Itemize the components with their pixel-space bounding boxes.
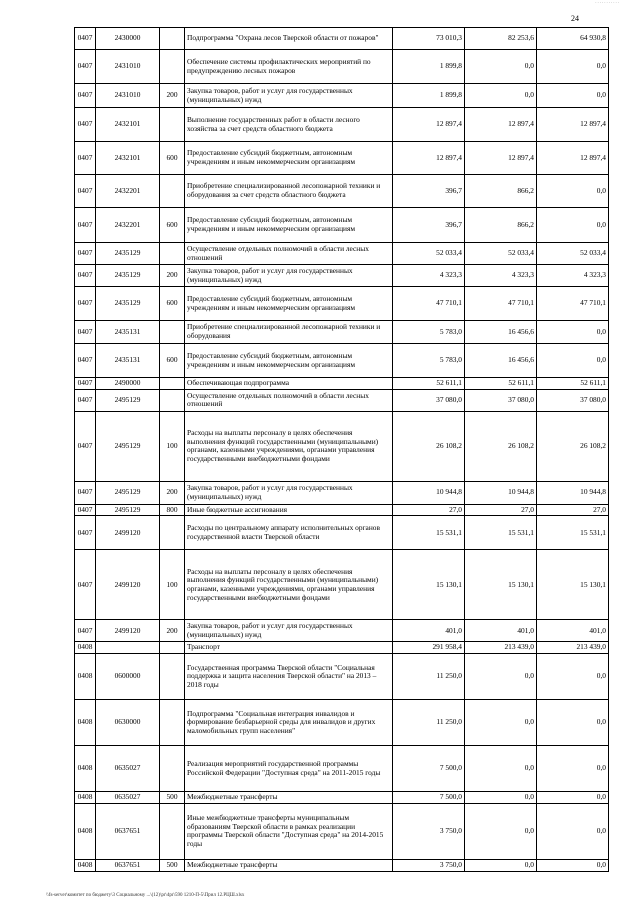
value-2014-cell: 396,7 [393, 175, 465, 208]
value-2016-cell: 4 323,3 [537, 265, 609, 287]
value-2016-cell: 0,0 [537, 175, 609, 208]
value-2016-cell: 0,0 [537, 84, 609, 108]
value-2014-cell: 52 033,4 [393, 243, 465, 265]
table-row [75, 287, 609, 321]
value-2014-cell: 7 500,0 [393, 746, 465, 792]
article-code-cell: 0600000 [96, 654, 160, 700]
item-name-cell: Государственная программа Тверской области "Социальная поддержка и защита населения Тверской области" на 2013 – 2018 годы [185, 654, 393, 700]
table-row [75, 859, 609, 871]
value-2016-cell: 0,0 [537, 792, 609, 804]
article-code-cell: 2499120 [96, 550, 160, 620]
item-name-cell: Расходы на выплаты персоналу в целях обеспечения выполнения функций государственными (муниципальными) органами, казенными учреждениями, органами управления государственными внебюджетными фондами [185, 550, 393, 620]
value-2015-cell: 0,0 [465, 84, 537, 108]
expense-type-cell: 100 [160, 550, 185, 620]
value-2016-cell: 0,0 [537, 654, 609, 700]
value-2015-cell: 16 456,6 [465, 344, 537, 378]
expense-type-cell [160, 700, 185, 746]
table-row [75, 504, 609, 516]
section-code-cell: 0407 [75, 84, 96, 108]
expense-type-cell [160, 654, 185, 700]
value-2014-cell: 401,0 [393, 620, 465, 642]
section-code-cell: 0407 [75, 208, 96, 243]
item-name-cell: Предоставление субсидий бюджетным, автономным учреждениям и иным некоммерческим организациям [185, 287, 393, 321]
value-2014-cell: 52 611,1 [393, 378, 465, 390]
article-code-cell: 2432101 [96, 108, 160, 142]
section-code-cell: 0407 [75, 481, 96, 504]
section-code-cell: 0407 [75, 243, 96, 265]
value-2014-cell: 4 323,3 [393, 265, 465, 287]
table-row [75, 516, 609, 550]
value-2014-cell: 15 531,1 [393, 516, 465, 550]
section-code-cell: 0407 [75, 516, 96, 550]
item-name-cell: Обеспечение системы профилактических мероприятий по предупреждению лесных пожаров [185, 50, 393, 84]
value-2016-cell: 47 710,1 [537, 287, 609, 321]
value-2015-cell: 47 710,1 [465, 287, 537, 321]
page-number: 24 [571, 14, 579, 23]
value-2016-cell: 0,0 [537, 859, 609, 871]
table-row [75, 481, 609, 504]
article-code-cell: 0637651 [96, 803, 160, 859]
value-2015-cell: 82 253,6 [465, 28, 537, 50]
section-code-cell: 0407 [75, 321, 96, 344]
value-2014-cell: 3 750,0 [393, 803, 465, 859]
item-name-cell: Осуществление отдельных полномочий в области лесных отношений [185, 243, 393, 265]
expense-type-cell: 500 [160, 859, 185, 871]
table-row [75, 654, 609, 700]
article-code-cell: 2431010 [96, 50, 160, 84]
section-code-cell: 0407 [75, 389, 96, 411]
table-row [75, 50, 609, 84]
value-2015-cell: 15 130,1 [465, 550, 537, 620]
table-row [75, 550, 609, 620]
table-row [75, 28, 609, 50]
expense-type-cell: 200 [160, 84, 185, 108]
table-row [75, 265, 609, 287]
section-code-cell: 0407 [75, 108, 96, 142]
section-code-cell: 0408 [75, 792, 96, 804]
section-code-cell: 0408 [75, 746, 96, 792]
value-2015-cell: 401,0 [465, 620, 537, 642]
header-mark: ........... [595, 0, 620, 5]
budget-table [74, 27, 609, 872]
table-row [75, 620, 609, 642]
value-2014-cell: 26 108,2 [393, 411, 465, 481]
article-code-cell: 2435129 [96, 287, 160, 321]
article-code-cell: 2435131 [96, 321, 160, 344]
value-2016-cell: 12 897,4 [537, 108, 609, 142]
table-row [75, 321, 609, 344]
article-code-cell: 0637651 [96, 859, 160, 871]
article-code-cell: 2499120 [96, 516, 160, 550]
expense-type-cell [160, 175, 185, 208]
value-2015-cell: 0,0 [465, 654, 537, 700]
item-name-cell: Предоставление субсидий бюджетным, автономным учреждениям и иным некоммерческим организациям [185, 142, 393, 175]
expense-type-cell [160, 321, 185, 344]
article-code-cell: 2431010 [96, 84, 160, 108]
expense-type-cell [160, 746, 185, 792]
expense-type-cell: 600 [160, 344, 185, 378]
expense-type-cell [160, 803, 185, 859]
article-code-cell: 2495129 [96, 504, 160, 516]
value-2014-cell: 12 897,4 [393, 108, 465, 142]
expense-type-cell: 200 [160, 481, 185, 504]
value-2016-cell: 52 611,1 [537, 378, 609, 390]
article-code-cell: 2490000 [96, 378, 160, 390]
value-2015-cell: 16 456,6 [465, 321, 537, 344]
value-2014-cell: 1 899,8 [393, 50, 465, 84]
table-row [75, 792, 609, 804]
value-2014-cell: 47 710,1 [393, 287, 465, 321]
item-name-cell: Реализация мероприятий государственной программы Российской Федерации "Доступная среда" на 2011-2015 годы [185, 746, 393, 792]
value-2015-cell: 866,2 [465, 175, 537, 208]
expense-type-cell [160, 28, 185, 50]
value-2015-cell: 0,0 [465, 50, 537, 84]
item-name-cell: Приобретение специализированной лесопожарной техники и оборудования [185, 321, 393, 344]
value-2014-cell: 396,7 [393, 208, 465, 243]
section-code-cell: 0407 [75, 411, 96, 481]
table-row [75, 108, 609, 142]
item-name-cell: Иные бюджетные ассигнования [185, 504, 393, 516]
value-2016-cell: 0,0 [537, 746, 609, 792]
value-2014-cell: 37 080,0 [393, 389, 465, 411]
item-name-cell: Закупка товаров, работ и услуг для государственных (муниципальных) нужд [185, 265, 393, 287]
value-2014-cell: 11 250,0 [393, 700, 465, 746]
expense-type-cell [160, 642, 185, 654]
article-code-cell [96, 642, 160, 654]
article-code-cell: 2495129 [96, 389, 160, 411]
expense-type-cell: 200 [160, 620, 185, 642]
value-2015-cell: 0,0 [465, 746, 537, 792]
expense-type-cell: 100 [160, 411, 185, 481]
table-row [75, 142, 609, 175]
expense-type-cell [160, 378, 185, 390]
table-row [75, 378, 609, 390]
value-2014-cell: 1 899,8 [393, 84, 465, 108]
table-row [75, 175, 609, 208]
item-name-cell: Осуществление отдельных полномочий в области лесных отношений [185, 389, 393, 411]
value-2016-cell: 0,0 [537, 700, 609, 746]
table-row [75, 746, 609, 792]
value-2016-cell: 52 033,4 [537, 243, 609, 265]
item-name-cell: Подпрограмма "Социальная интеграция инвалидов и формирование безбарьерной среды для инвалидов и других маломобильных групп населения" [185, 700, 393, 746]
value-2016-cell: 0,0 [537, 321, 609, 344]
expense-type-cell [160, 389, 185, 411]
expense-type-cell [160, 243, 185, 265]
value-2016-cell: 0,0 [537, 208, 609, 243]
item-name-cell: Расходы на выплаты персоналу в целях обеспечения выполнения функций государственными (муниципальными) органами, казенными учреждениями, органами управления государственными внебюджетными фондами [185, 411, 393, 481]
item-name-cell: Межбюджетные трансферты [185, 792, 393, 804]
article-code-cell: 0635027 [96, 746, 160, 792]
item-name-cell: Закупка товаров, работ и услуг для государственных (муниципальных) нужд [185, 620, 393, 642]
table-row [75, 700, 609, 746]
section-code-cell: 0407 [75, 265, 96, 287]
section-code-cell: 0408 [75, 859, 96, 871]
section-code-cell: 0407 [75, 142, 96, 175]
value-2015-cell: 26 108,2 [465, 411, 537, 481]
article-code-cell: 2499120 [96, 620, 160, 642]
file-path-footer: \\fs-server\комитет по бюджету\3 Социальному ...\(12)\pr\4pr\590 1210-П-5\Прил 12.РЦШ.xlsx [46, 893, 245, 898]
value-2015-cell: 0,0 [465, 803, 537, 859]
section-code-cell: 0407 [75, 620, 96, 642]
expense-type-cell: 600 [160, 287, 185, 321]
value-2016-cell: 27,0 [537, 504, 609, 516]
value-2014-cell: 5 783,0 [393, 344, 465, 378]
value-2015-cell: 27,0 [465, 504, 537, 516]
value-2015-cell: 52 611,1 [465, 378, 537, 390]
section-code-cell: 0408 [75, 700, 96, 746]
article-code-cell: 2432101 [96, 142, 160, 175]
value-2015-cell: 12 897,4 [465, 108, 537, 142]
section-code-cell: 0407 [75, 378, 96, 390]
value-2014-cell: 27,0 [393, 504, 465, 516]
value-2015-cell: 213 439,0 [465, 642, 537, 654]
item-name-cell: Иные межбюджетные трансферты муниципальным образованиям Тверской области в рамках реализации программы Тверской области "Доступная среда" на 2014-2015 годы [185, 803, 393, 859]
item-name-cell: Транспорт [185, 642, 393, 654]
value-2016-cell: 0,0 [537, 803, 609, 859]
section-code-cell: 0407 [75, 175, 96, 208]
table-row [75, 411, 609, 481]
article-code-cell: 0635027 [96, 792, 160, 804]
value-2015-cell: 0,0 [465, 859, 537, 871]
value-2015-cell: 0,0 [465, 792, 537, 804]
value-2015-cell: 4 323,3 [465, 265, 537, 287]
table-row [75, 208, 609, 243]
value-2014-cell: 11 250,0 [393, 654, 465, 700]
article-code-cell: 2495129 [96, 481, 160, 504]
value-2015-cell: 52 033,4 [465, 243, 537, 265]
item-name-cell: Межбюджетные трансферты [185, 859, 393, 871]
value-2014-cell: 15 130,1 [393, 550, 465, 620]
article-code-cell: 2430000 [96, 28, 160, 50]
item-name-cell: Закупка товаров, работ и услуг для государственных (муниципальных) нужд [185, 84, 393, 108]
value-2016-cell: 401,0 [537, 620, 609, 642]
section-code-cell: 0408 [75, 642, 96, 654]
expense-type-cell [160, 50, 185, 84]
value-2016-cell: 26 108,2 [537, 411, 609, 481]
value-2016-cell: 37 080,0 [537, 389, 609, 411]
value-2014-cell: 291 958,4 [393, 642, 465, 654]
value-2015-cell: 37 080,0 [465, 389, 537, 411]
table-row [75, 803, 609, 859]
section-code-cell: 0407 [75, 287, 96, 321]
table-row [75, 243, 609, 265]
expense-type-cell: 600 [160, 142, 185, 175]
expense-type-cell [160, 108, 185, 142]
expense-type-cell [160, 516, 185, 550]
section-code-cell: 0407 [75, 504, 96, 516]
value-2014-cell: 3 750,0 [393, 859, 465, 871]
value-2014-cell: 10 944,8 [393, 481, 465, 504]
expense-type-cell: 800 [160, 504, 185, 516]
value-2014-cell: 12 897,4 [393, 142, 465, 175]
article-code-cell: 2432201 [96, 175, 160, 208]
value-2015-cell: 12 897,4 [465, 142, 537, 175]
item-name-cell: Предоставление субсидий бюджетным, автономным учреждениям и иным некоммерческим организациям [185, 344, 393, 378]
section-code-cell: 0407 [75, 550, 96, 620]
value-2016-cell: 12 897,4 [537, 142, 609, 175]
section-code-cell: 0407 [75, 28, 96, 50]
value-2014-cell: 73 010,3 [393, 28, 465, 50]
value-2016-cell: 64 930,8 [537, 28, 609, 50]
expense-type-cell: 500 [160, 792, 185, 804]
section-code-cell: 0408 [75, 803, 96, 859]
expense-type-cell: 600 [160, 208, 185, 243]
table-row [75, 642, 609, 654]
value-2016-cell: 213 439,0 [537, 642, 609, 654]
item-name-cell: Приобретение специализированной лесопожарной техники и оборудования за счет средств областного бюджета [185, 175, 393, 208]
section-code-cell: 0408 [75, 654, 96, 700]
value-2016-cell: 0,0 [537, 50, 609, 84]
value-2016-cell: 0,0 [537, 344, 609, 378]
item-name-cell: Закупка товаров, работ и услуг для государственных (муниципальных) нужд [185, 481, 393, 504]
article-code-cell: 2435129 [96, 265, 160, 287]
article-code-cell: 2435129 [96, 243, 160, 265]
value-2016-cell: 10 944,8 [537, 481, 609, 504]
table-row [75, 84, 609, 108]
article-code-cell: 2432201 [96, 208, 160, 243]
value-2015-cell: 866,2 [465, 208, 537, 243]
value-2015-cell: 15 531,1 [465, 516, 537, 550]
section-code-cell: 0407 [75, 50, 96, 84]
item-name-cell: Подпрограмма "Охрана лесов Тверской области от пожаров" [185, 28, 393, 50]
value-2014-cell: 5 783,0 [393, 321, 465, 344]
item-name-cell: Обеспечивающая подпрограмма [185, 378, 393, 390]
item-name-cell: Расходы по центральному аппарату исполнительных органов государственной власти Тверской области [185, 516, 393, 550]
article-code-cell: 2495129 [96, 411, 160, 481]
article-code-cell: 2435131 [96, 344, 160, 378]
section-code-cell: 0407 [75, 344, 96, 378]
value-2016-cell: 15 531,1 [537, 516, 609, 550]
item-name-cell: Предоставление субсидий бюджетным, автономным учреждениям и иным некоммерческим организациям [185, 208, 393, 243]
value-2015-cell: 0,0 [465, 700, 537, 746]
article-code-cell: 0630000 [96, 700, 160, 746]
value-2014-cell: 7 500,0 [393, 792, 465, 804]
item-name-cell: Выполнение государственных работ в области лесного хозяйства за счет средств областного бюджета [185, 108, 393, 142]
value-2016-cell: 15 130,1 [537, 550, 609, 620]
table-row [75, 389, 609, 411]
expense-type-cell: 200 [160, 265, 185, 287]
value-2015-cell: 10 944,8 [465, 481, 537, 504]
table-row [75, 344, 609, 378]
